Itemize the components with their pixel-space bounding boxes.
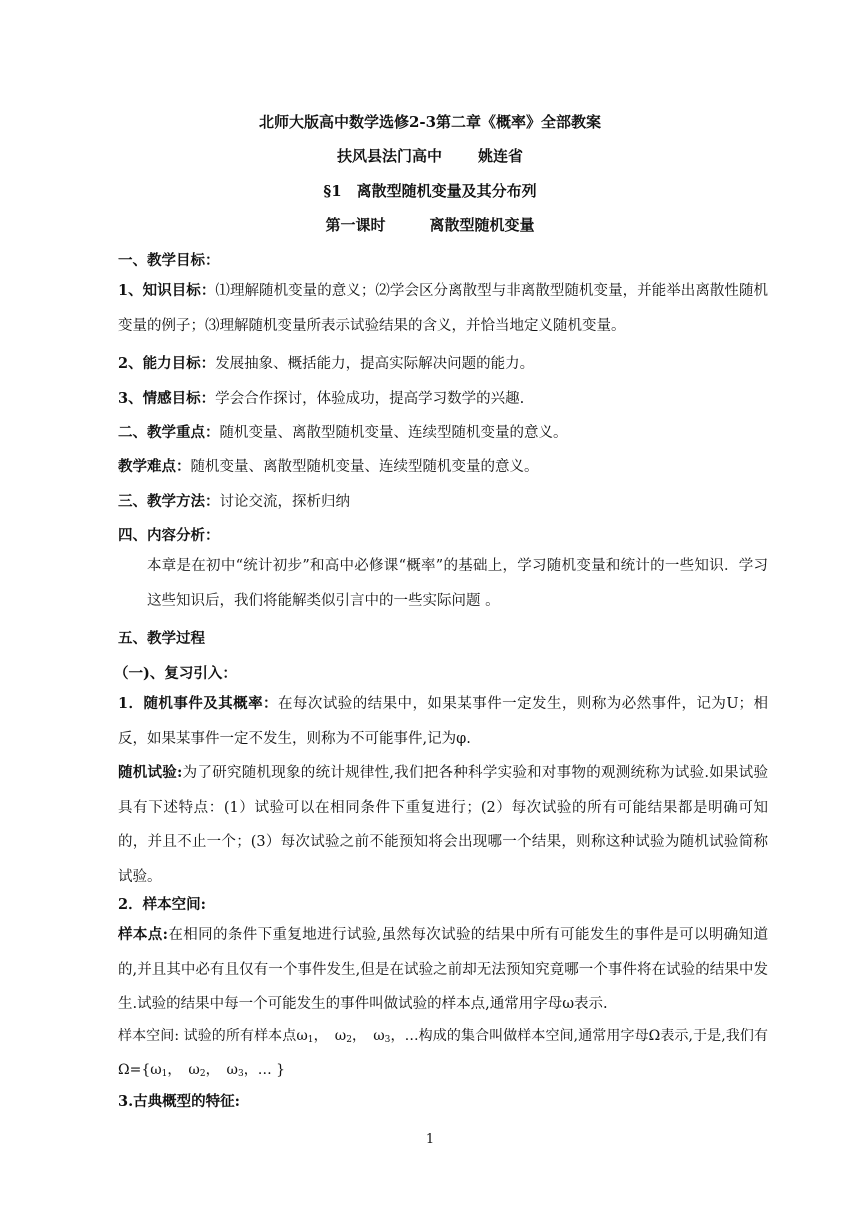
content-analysis-text: 本章是在初中“统计初步”和高中必修课“概率”的基础上，学习随机变量和统计的一些知识．学习这些知识后，我们将能解类似引言中的一些实际问题 。 [147,558,768,609]
subscript-2: 2 [199,1069,206,1079]
classical-probability-heading: 3.古典概型的特征: [118,1093,240,1110]
sample-point-label: 样本点: [118,926,168,943]
random-trial-text: 为了研究随机现象的统计规律性,我们把各种科学实验和对事物的观测统称为试验.如果试验具有下述特点：(1）试验可以在相同条件下重复进行；(2）每次试验的所有可能结果都是明确可知的，并且不止一个；(3）每次试验之前不能预知将会出现哪一个结果，则称这种试验为随机试验简称试验。 [118,765,768,885]
random-event-text: 在每次试验的结果中，如果某事件一定发生，则称为必然事件，记为U；相反，如果某事件一定不发生，则称为不可能事件,记为φ. [118,696,768,747]
teaching-method-label: 三、教学方法： [118,493,220,510]
key-points [118,421,768,442]
lesson-title-line [0,214,860,235]
author-school: 扶风县法门高中 [336,147,442,165]
key-points-label: 二、教学重点： [118,424,220,441]
sample-space-text-c: ，… } [243,1062,286,1078]
difficulties [118,455,768,476]
page-number: 1 [425,1132,435,1147]
sample-space-paragraph [118,1021,783,1089]
subscript-2: 2 [346,1035,352,1045]
emotion-goal [118,387,768,408]
knowledge-goal [118,274,768,343]
separator: ， ω [351,1028,385,1044]
subscript-3: 3 [237,1069,244,1079]
knowledge-goal-label: 1、知识目标： [118,282,216,299]
separator: ， ω [167,1062,200,1078]
author-name: 姚连省 [478,147,524,165]
random-trial-label: 随机试验: [118,764,183,781]
sample-space-text-b: ，…构成的集合叫做样本空间,通常用字母Ω表示,于是,我们有 Ω={ω [118,1028,783,1078]
difficulties-label: 教学难点： [118,458,191,475]
ability-goal [118,352,768,373]
teaching-goals-heading: 一、教学目标： [118,252,220,269]
content-analysis-heading: 四、内容分析： [118,527,220,544]
random-event-label: 1．随机事件及其概率： [118,695,278,712]
teaching-method [118,490,768,511]
teaching-process-heading: 五、教学过程 [118,630,205,647]
key-points-text: 随机变量、离散型随机变量、连续型随机变量的意义。 [219,425,568,441]
emotion-goal-label: 3、情感目标： [118,390,216,407]
sample-space-heading: 2．样本空间: [118,896,206,913]
subscript-3: 3 [384,1035,391,1045]
random-trial-paragraph [118,756,768,894]
teaching-method-text: 讨论交流，探析归纳 [219,494,350,510]
subscript-1: 1 [161,1069,168,1079]
ability-goal-label: 2、能力目标： [118,355,216,372]
lesson-title: 离散型随机变量 [429,216,535,234]
knowledge-goal-text: ⑴理解随机变量的意义；⑵学会区分离散型与非离散型随机变量，并能举出离散性随机变量的例子；⑶理解随机变量所表示试验结果的含义，并恰当地定义随机变量。 [118,283,769,334]
random-event-paragraph [118,687,768,756]
ability-goal-text: 发展抽象、概括能力，提高实际解决问题的能力。 [215,356,535,372]
subscript-1: 1 [307,1035,314,1045]
sample-point-text: 在相同的条件下重复地进行试验,虽然每次试验的结果中所有可能发生的事件是可以明确知道的,并且其中必有且仅有一个事件发生,但是在试验之前却无法预知究竟哪一个事件将在试验的结果中发生.试验的结果中每一个可能发生的事件叫做试验的样本点,通常用字母ω表示. [118,927,768,1012]
sample-space-text-a: 样本空间: 试验的所有样本点ω [118,1028,308,1044]
sample-point-paragraph [118,918,768,1022]
review-heading: （一)、复习引入： [114,665,237,682]
section-title: §1 离散型随机变量及其分布列 [323,182,537,200]
separator: ， ω [205,1062,238,1078]
separator: ， ω [313,1028,347,1044]
document-title: 北师大版高中数学选修2-3第二章《概率》全部教案 [258,113,602,131]
lesson-number: 第一课时 [325,216,386,234]
author-line [0,145,860,166]
emotion-goal-text: 学会合作探讨，体验成功，提高学习数学的兴趣. [215,391,525,407]
difficulties-text: 随机变量、离散型随机变量、连续型随机变量的意义。 [190,459,539,475]
